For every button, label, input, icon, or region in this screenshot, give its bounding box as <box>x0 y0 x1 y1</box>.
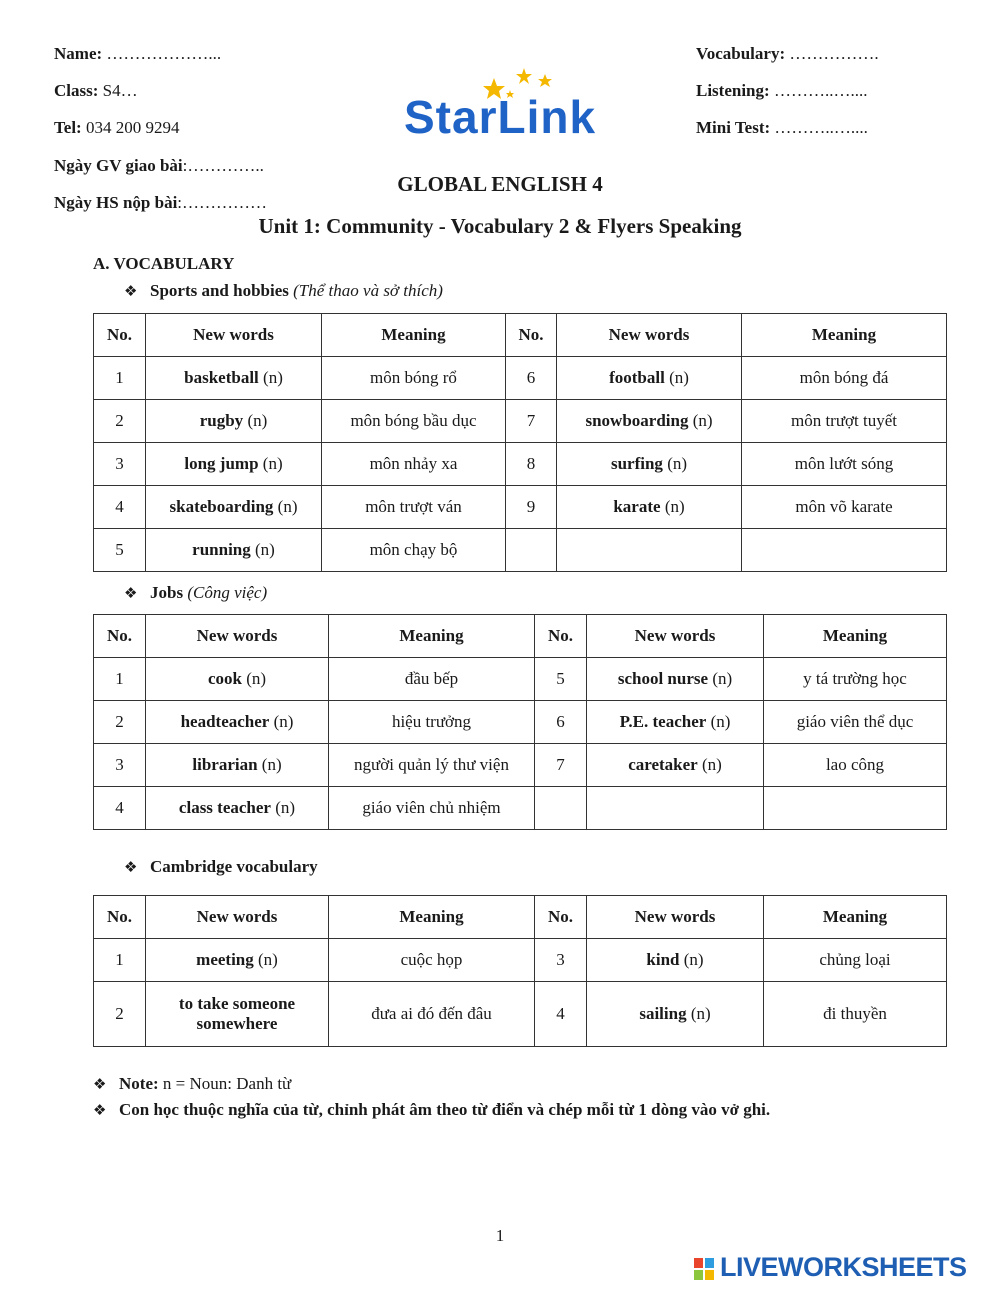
part-of-speech: (n) <box>277 497 298 516</box>
new-words-header: New words <box>146 314 322 357</box>
new-word-cell <box>587 744 764 787</box>
row-number: 2 <box>94 701 146 744</box>
new-words-header: New words <box>587 615 764 658</box>
table-header-row <box>94 615 947 658</box>
table-row <box>94 787 947 830</box>
table-header-row <box>94 896 947 939</box>
new-word-cell <box>557 400 742 443</box>
table-row <box>94 400 947 443</box>
meaning-header: Meaning <box>764 615 947 658</box>
new-word: surfing <box>610 454 663 473</box>
starlink-logo <box>404 66 644 146</box>
cambridge-subheading: ❖ Cambridge vocabulary <box>124 857 318 876</box>
meaning-header: Meaning <box>322 314 506 357</box>
listening-score-field: Listening: ………..….... <box>696 81 868 100</box>
part-of-speech: (n) <box>690 1004 711 1023</box>
meaning-cell: môn võ karate <box>742 486 947 529</box>
assign-date-field: Ngày GV giao bài:………….. <box>54 156 264 175</box>
liveworksheets-watermark: LIVEWORKSHEETS <box>694 1252 994 1286</box>
row-number: 2 <box>94 400 146 443</box>
meaning-cell: đầu bếp <box>329 658 535 701</box>
part-of-speech: (n) <box>669 368 689 387</box>
logo-text: StarLink <box>404 91 597 143</box>
row-number: 3 <box>94 443 146 486</box>
minitest-score-field: Mini Test: ………..….... <box>696 118 868 137</box>
meaning-cell: giáo viên thể dục <box>764 701 947 744</box>
part-of-speech: (n) <box>710 712 731 731</box>
row-number: 2 <box>94 982 146 1047</box>
row-number: 4 <box>94 486 146 529</box>
new-words-header: New words <box>587 896 764 939</box>
new-word-cell <box>146 701 329 744</box>
no-header: No. <box>94 896 146 939</box>
worksheet-title: GLOBAL ENGLISH 4 <box>397 172 603 196</box>
new-word-cell <box>146 744 329 787</box>
new-word-cell <box>587 787 764 830</box>
new-word-cell <box>587 982 764 1047</box>
table-row <box>94 701 947 744</box>
part-of-speech: (n) <box>701 755 722 774</box>
table-row <box>94 744 947 787</box>
new-word: football <box>609 368 665 387</box>
meaning-cell: môn trượt ván <box>322 486 506 529</box>
row-number: 5 <box>94 529 146 572</box>
vocabulary-score-field: Vocabulary: ……………. <box>696 44 879 63</box>
no-header: No. <box>535 615 587 658</box>
liveworksheets-logo-icon <box>694 1258 714 1280</box>
meaning-cell: lao công <box>764 744 947 787</box>
meaning-cell: hiệu trưởng <box>329 701 535 744</box>
meaning-cell: đưa ai đó đến đâu <box>329 982 535 1047</box>
meaning-cell: chủng loại <box>764 939 947 982</box>
row-number <box>506 529 557 572</box>
no-header: No. <box>94 615 146 658</box>
tel-field: Tel: 034 200 9294 <box>54 118 180 137</box>
new-word: kind <box>646 950 680 969</box>
row-number: 7 <box>506 400 557 443</box>
new-word-cell <box>146 982 329 1047</box>
new-word: caretaker <box>628 755 698 774</box>
new-word: school nurse <box>617 669 709 688</box>
new-word-cell <box>587 939 764 982</box>
table-row <box>94 357 947 400</box>
new-word-cell <box>146 443 322 486</box>
row-number: 3 <box>94 744 146 787</box>
part-of-speech: (n) <box>255 540 275 559</box>
meaning-cell: môn bóng đá <box>742 357 947 400</box>
new-word: skateboarding <box>169 497 274 516</box>
no-header: No. <box>506 314 557 357</box>
row-number: 6 <box>506 357 557 400</box>
meaning-cell: môn bóng bầu dục <box>322 400 506 443</box>
part-of-speech: (n) <box>273 712 294 731</box>
meaning-header: Meaning <box>764 896 947 939</box>
class-field: Class: S4… <box>54 81 138 100</box>
bullet-icon: ❖ <box>124 282 138 300</box>
part-of-speech: (n) <box>667 454 688 473</box>
row-number: 1 <box>94 357 146 400</box>
new-word: karate <box>613 497 661 516</box>
meaning-cell <box>742 529 947 572</box>
row-number: 9 <box>506 486 557 529</box>
submit-date-field: Ngày HS nộp bài:…………… <box>54 193 268 212</box>
sports-table <box>93 313 947 572</box>
name-field: Name: ………………... <box>54 44 222 63</box>
cambridge-table <box>93 895 947 1047</box>
new-word: to take someone somewhere <box>178 994 296 1033</box>
new-word-cell <box>146 400 322 443</box>
part-of-speech: (n) <box>664 497 685 516</box>
new-words-header: New words <box>557 314 742 357</box>
meaning-cell: giáo viên chủ nhiệm <box>329 787 535 830</box>
new-word: basketball <box>184 368 259 387</box>
row-number: 5 <box>535 658 587 701</box>
table-header-row <box>94 314 947 357</box>
meaning-cell: môn trượt tuyết <box>742 400 947 443</box>
meaning-cell: y tá trường học <box>764 658 947 701</box>
row-number: 6 <box>535 701 587 744</box>
new-word: cook <box>207 669 242 688</box>
row-number <box>535 787 587 830</box>
row-number: 1 <box>94 658 146 701</box>
new-word-cell <box>587 658 764 701</box>
new-word: librarian <box>192 755 258 774</box>
bullet-icon: ❖ <box>124 858 138 876</box>
table-row <box>94 982 947 1047</box>
part-of-speech: (n) <box>261 755 282 774</box>
instruction-line: ❖ Con học thuộc nghĩa của từ, chỉnh phát âm theo từ điển và chép mỗi từ 1 dòng vào vở ghi. <box>93 1100 771 1119</box>
table-row <box>94 939 947 982</box>
new-word: long jump <box>184 454 259 473</box>
page-number: 1 <box>495 1226 505 1245</box>
row-number: 4 <box>535 982 587 1047</box>
table-row <box>94 443 947 486</box>
meaning-cell: môn lướt sóng <box>742 443 947 486</box>
table-row <box>94 529 947 572</box>
new-words-header: New words <box>146 615 329 658</box>
row-number: 3 <box>535 939 587 982</box>
new-word: snowboarding <box>585 411 689 430</box>
meaning-cell: môn nhảy xa <box>322 443 506 486</box>
meaning-header: Meaning <box>742 314 947 357</box>
part-of-speech: (n) <box>246 669 267 688</box>
new-word: sailing <box>639 1004 687 1023</box>
part-of-speech: (n) <box>247 411 268 430</box>
worksheet-subtitle: Unit 1: Community - Vocabulary 2 & Flyers Speaking <box>258 214 742 238</box>
table-row <box>94 658 947 701</box>
meaning-cell: môn chạy bộ <box>322 529 506 572</box>
new-word-cell <box>146 529 322 572</box>
new-word: class teacher <box>178 798 271 817</box>
part-of-speech: (n) <box>275 798 296 817</box>
new-word-cell <box>146 486 322 529</box>
new-word: running <box>192 540 251 559</box>
row-number: 8 <box>506 443 557 486</box>
row-number: 1 <box>94 939 146 982</box>
bullet-icon: ❖ <box>93 1075 107 1093</box>
meaning-cell: cuộc họp <box>329 939 535 982</box>
meaning-cell: môn bóng rổ <box>322 357 506 400</box>
new-word-cell <box>557 357 742 400</box>
jobs-subheading: ❖ Jobs (Công việc) <box>124 583 268 602</box>
new-word-cell <box>146 787 329 830</box>
new-word-cell <box>557 529 742 572</box>
row-number: 7 <box>535 744 587 787</box>
new-word: headteacher <box>180 712 270 731</box>
new-word-cell <box>557 486 742 529</box>
table-row <box>94 486 947 529</box>
new-word: P.E. teacher <box>619 712 707 731</box>
new-words-header: New words <box>146 896 329 939</box>
new-word: rugby <box>199 411 244 430</box>
jobs-table <box>93 614 947 830</box>
no-header: No. <box>535 896 587 939</box>
section-a-heading: A. VOCABULARY <box>93 254 235 273</box>
new-word-cell <box>146 658 329 701</box>
part-of-speech: (n) <box>692 411 713 430</box>
sports-subheading: ❖ Sports and hobbies (Thể thao và sở thích) <box>124 281 443 300</box>
meaning-header: Meaning <box>329 896 535 939</box>
part-of-speech: (n) <box>263 368 283 387</box>
new-word-cell <box>587 701 764 744</box>
part-of-speech: (n) <box>712 669 733 688</box>
no-header: No. <box>94 314 146 357</box>
note-line: ❖ Note: n = Noun: Danh từ <box>93 1074 292 1093</box>
meaning-cell: người quản lý thư viện <box>329 744 535 787</box>
new-word-cell <box>146 357 322 400</box>
new-word-cell <box>146 939 329 982</box>
new-word-cell <box>557 443 742 486</box>
part-of-speech: (n) <box>258 950 278 969</box>
part-of-speech: (n) <box>683 950 704 969</box>
meaning-header: Meaning <box>329 615 535 658</box>
new-word: meeting <box>196 950 254 969</box>
part-of-speech: (n) <box>262 454 283 473</box>
meaning-cell <box>764 787 947 830</box>
bullet-icon: ❖ <box>124 584 138 602</box>
bullet-icon: ❖ <box>93 1101 107 1119</box>
meaning-cell: đi thuyền <box>764 982 947 1047</box>
row-number: 4 <box>94 787 146 830</box>
